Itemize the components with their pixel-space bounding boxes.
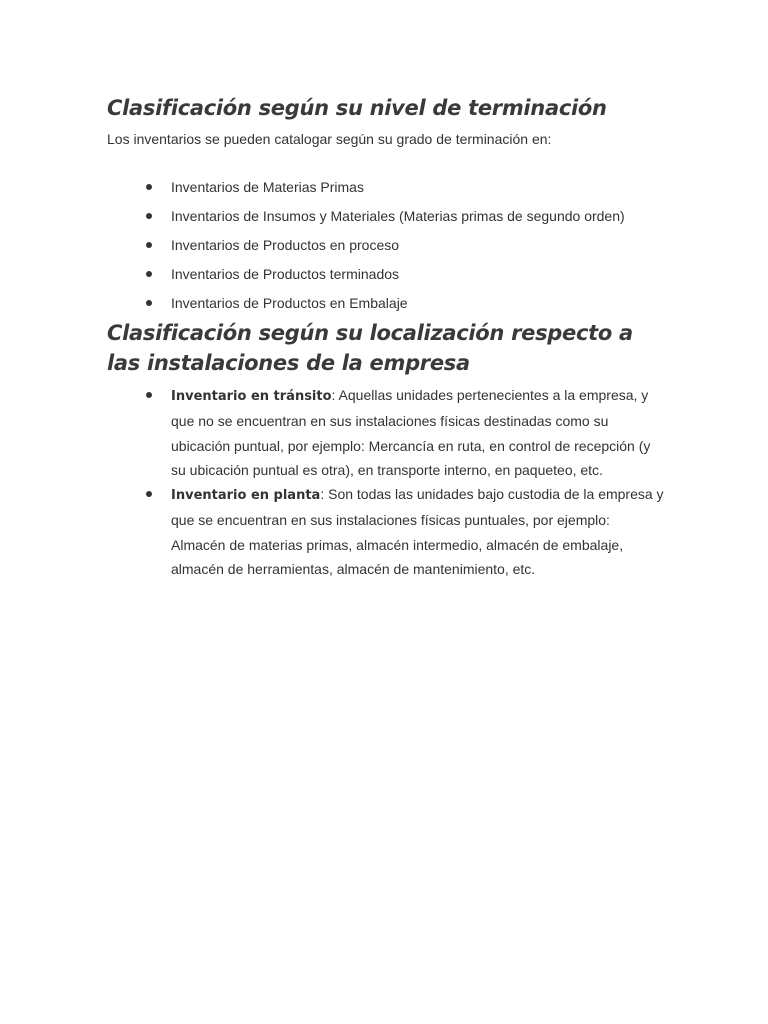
terminacion-list <box>107 177 625 322</box>
list-item <box>107 206 625 235</box>
section-heading-localizacion: Clasificación según su localización respecto a las instalaciones de la empresa <box>107 321 633 375</box>
term-description: Aquellas unidades pertenecientes a la empresa, y que no se encuentran en sus instalaciones físicas destinadas como su ubicación puntual, por ejemplo: Mercancía en ruta, en control de recepción (y su ubicación puntual es otra), en transporte interno, en paqueteo, etc. <box>171 387 651 478</box>
term-description: Son todas las unidades bajo custodia de la empresa y que se encuentran en sus instalaciones físicas puntuales, por ejemplo: Almacén de materias primas, almacén intermedio, almacén de embalaje, almacén de herramientas, almacén de mantenimiento, etc. <box>171 486 664 578</box>
term-separator: : <box>320 486 325 503</box>
list-item-text: Inventarios de Materias Primas <box>171 179 364 195</box>
list-item <box>107 177 625 206</box>
term-separator: : <box>331 387 336 403</box>
intro-paragraph: Los inventarios se pueden catalogar según su grado de terminación en: <box>107 131 552 147</box>
bullet-icon <box>146 271 152 277</box>
list-item <box>107 383 667 482</box>
localizacion-list <box>107 383 667 581</box>
list-item <box>107 235 625 264</box>
list-item-text: Inventarios de Productos en Embalaje <box>171 295 408 311</box>
bullet-icon <box>146 242 152 248</box>
bullet-icon <box>146 184 152 190</box>
bullet-icon <box>146 300 152 306</box>
list-item <box>107 264 625 293</box>
bullet-icon <box>146 392 152 398</box>
bullet-icon <box>146 491 152 497</box>
term-label: Inventario en tránsito <box>171 389 332 404</box>
bullet-icon <box>146 213 152 219</box>
section-heading-terminacion: Clasificación según su nivel de terminación <box>107 96 607 120</box>
list-item-text: Inventarios de Productos terminados <box>171 266 400 282</box>
list-item-text: Inventarios de Productos en proceso <box>171 237 400 253</box>
list-item-text: Inventarios de Insumos y Materiales (Materias primas de segundo orden) <box>171 208 625 224</box>
list-item <box>107 482 667 581</box>
term-label: Inventario en planta <box>171 488 321 504</box>
